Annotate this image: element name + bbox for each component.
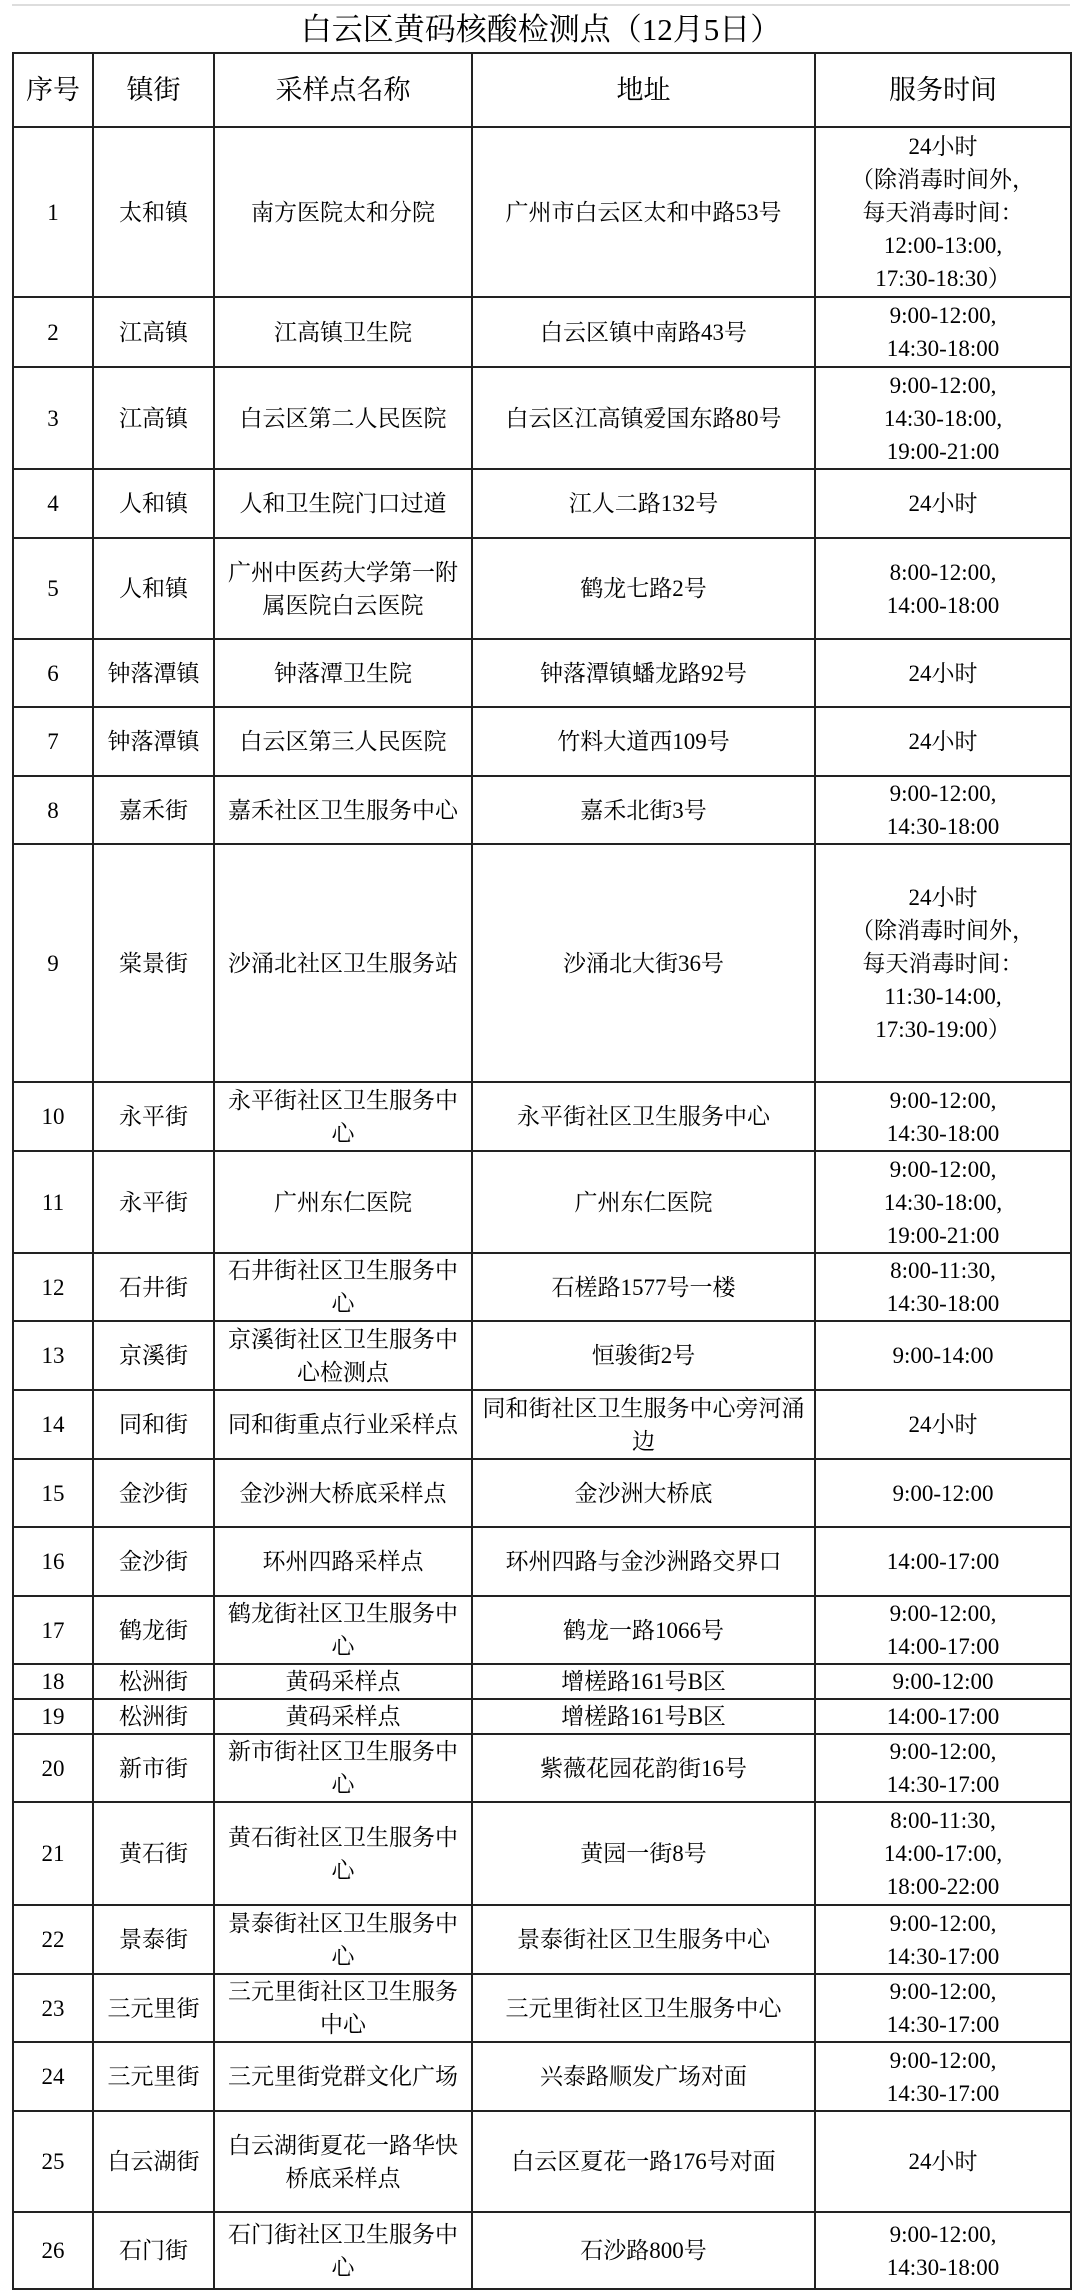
header-town: 镇街 bbox=[93, 53, 214, 127]
header-service-hours: 服务时间 bbox=[815, 53, 1071, 127]
table-row bbox=[13, 1905, 1071, 1974]
cell-address: 鹤龙一路1066号 bbox=[472, 1596, 815, 1664]
table-row bbox=[13, 1082, 1071, 1151]
cell-service-hours: 8:00-11:30, 14:30-18:00 bbox=[815, 1253, 1071, 1321]
table-row bbox=[13, 297, 1071, 367]
table-row bbox=[13, 1390, 1071, 1459]
cell-site-name: 石井街社区卫生服务中心 bbox=[214, 1253, 472, 1321]
cell-site-name: 永平街社区卫生服务中心 bbox=[214, 1082, 472, 1151]
cell-service-hours: 9:00-12:00, 14:30-17:00 bbox=[815, 2042, 1071, 2111]
cell-town: 白云湖街 bbox=[93, 2111, 214, 2212]
cell-site-name: 三元里街党群文化广场 bbox=[214, 2042, 472, 2111]
table-row bbox=[13, 538, 1071, 639]
cell-index: 25 bbox=[13, 2111, 93, 2212]
header-site-name: 采样点名称 bbox=[214, 53, 472, 127]
table-row bbox=[13, 2111, 1071, 2212]
cell-index: 6 bbox=[13, 639, 93, 707]
cell-town: 石井街 bbox=[93, 1253, 214, 1321]
table-row bbox=[13, 639, 1071, 707]
cell-index: 20 bbox=[13, 1734, 93, 1802]
cell-service-hours: 9:00-12:00 bbox=[815, 1664, 1071, 1699]
cell-address: 白云区镇中南路43号 bbox=[472, 297, 815, 367]
cell-service-hours: 9:00-12:00, 14:30-17:00 bbox=[815, 1734, 1071, 1802]
cell-town: 钟落潭镇 bbox=[93, 639, 214, 707]
cell-service-hours: 9:00-12:00, 14:30-18:00 bbox=[815, 2212, 1071, 2289]
table-row bbox=[13, 2212, 1071, 2289]
header-row bbox=[13, 53, 1071, 127]
cell-address: 竹料大道西109号 bbox=[472, 707, 815, 776]
cell-address: 钟落潭镇蟠龙路92号 bbox=[472, 639, 815, 707]
cell-town: 松洲街 bbox=[93, 1699, 214, 1734]
cell-service-hours: 24小时 bbox=[815, 469, 1071, 538]
cell-service-hours: 9:00-12:00 bbox=[815, 1459, 1071, 1527]
testing-sites-table bbox=[12, 52, 1072, 2290]
table-row bbox=[13, 1253, 1071, 1321]
cell-address: 兴泰路顺发广场对面 bbox=[472, 2042, 815, 2111]
table-row bbox=[13, 776, 1071, 844]
cell-service-hours: 24小时 （除消毒时间外， 每天消毒时间： 11:30-14:00, 17:30-19:00） bbox=[815, 844, 1071, 1082]
cell-site-name: 黄码采样点 bbox=[214, 1664, 472, 1699]
cell-site-name: 同和街重点行业采样点 bbox=[214, 1390, 472, 1459]
cell-service-hours: 14:00-17:00 bbox=[815, 1527, 1071, 1596]
cell-site-name: 黄码采样点 bbox=[214, 1699, 472, 1734]
table-row bbox=[13, 1734, 1071, 1802]
header-index: 序号 bbox=[13, 53, 93, 127]
cell-site-name: 鹤龙街社区卫生服务中心 bbox=[214, 1596, 472, 1664]
cell-address: 黄园一街8号 bbox=[472, 1802, 815, 1905]
cell-service-hours: 8:00-11:30, 14:00-17:00, 18:00-22:00 bbox=[815, 1802, 1071, 1905]
cell-index: 3 bbox=[13, 367, 93, 469]
cell-address: 紫薇花园花韵街16号 bbox=[472, 1734, 815, 1802]
cell-index: 21 bbox=[13, 1802, 93, 1905]
cell-index: 1 bbox=[13, 127, 93, 297]
cell-index: 14 bbox=[13, 1390, 93, 1459]
cell-address: 嘉禾北街3号 bbox=[472, 776, 815, 844]
cell-site-name: 金沙洲大桥底采样点 bbox=[214, 1459, 472, 1527]
cell-town: 松洲街 bbox=[93, 1664, 214, 1699]
cell-index: 23 bbox=[13, 1974, 93, 2042]
cell-service-hours: 9:00-12:00, 14:30-18:00 bbox=[815, 776, 1071, 844]
cell-index: 12 bbox=[13, 1253, 93, 1321]
cell-address: 石沙路800号 bbox=[472, 2212, 815, 2289]
table-row bbox=[13, 1802, 1071, 1905]
cell-site-name: 南方医院太和分院 bbox=[214, 127, 472, 297]
cell-town: 太和镇 bbox=[93, 127, 214, 297]
cell-service-hours: 24小时 bbox=[815, 2111, 1071, 2212]
cell-address: 广州市白云区太和中路53号 bbox=[472, 127, 815, 297]
cell-index: 22 bbox=[13, 1905, 93, 1974]
cell-index: 13 bbox=[13, 1321, 93, 1390]
cell-service-hours: 24小时 （除消毒时间外， 每天消毒时间： 12:00-13:00, 17:30-18:30） bbox=[815, 127, 1071, 297]
table-row bbox=[13, 469, 1071, 538]
cell-town: 人和镇 bbox=[93, 538, 214, 639]
cell-address: 三元里街社区卫生服务中心 bbox=[472, 1974, 815, 2042]
cell-town: 鹤龙街 bbox=[93, 1596, 214, 1664]
table-row bbox=[13, 1664, 1071, 1699]
cell-service-hours: 8:00-12:00, 14:00-18:00 bbox=[815, 538, 1071, 639]
cell-service-hours: 14:00-17:00 bbox=[815, 1699, 1071, 1734]
cell-site-name: 黄石街社区卫生服务中心 bbox=[214, 1802, 472, 1905]
cell-town: 人和镇 bbox=[93, 469, 214, 538]
table-row bbox=[13, 367, 1071, 469]
cell-service-hours: 9:00-12:00, 14:30-18:00, 19:00-21:00 bbox=[815, 367, 1071, 469]
cell-town: 新市街 bbox=[93, 1734, 214, 1802]
cell-service-hours: 9:00-12:00, 14:30-18:00 bbox=[815, 1082, 1071, 1151]
cell-service-hours: 9:00-12:00, 14:30-17:00 bbox=[815, 1905, 1071, 1974]
cell-town: 同和街 bbox=[93, 1390, 214, 1459]
cell-town: 黄石街 bbox=[93, 1802, 214, 1905]
cell-site-name: 白云区第三人民医院 bbox=[214, 707, 472, 776]
cell-site-name: 广州东仁医院 bbox=[214, 1151, 472, 1253]
cell-site-name: 景泰街社区卫生服务中心 bbox=[214, 1905, 472, 1974]
cell-index: 2 bbox=[13, 297, 93, 367]
cell-address: 江人二路132号 bbox=[472, 469, 815, 538]
cell-address: 金沙洲大桥底 bbox=[472, 1459, 815, 1527]
cell-service-hours: 24小时 bbox=[815, 1390, 1071, 1459]
cell-index: 15 bbox=[13, 1459, 93, 1527]
cell-address: 同和街社区卫生服务中心旁河涌边 bbox=[472, 1390, 815, 1459]
cell-site-name: 广州中医药大学第一附属医院白云医院 bbox=[214, 538, 472, 639]
cell-town: 金沙街 bbox=[93, 1527, 214, 1596]
cell-town: 江高镇 bbox=[93, 297, 214, 367]
cell-site-name: 沙涌北社区卫生服务站 bbox=[214, 844, 472, 1082]
cell-address: 白云区夏花一路176号对面 bbox=[472, 2111, 815, 2212]
cell-service-hours: 9:00-12:00, 14:30-18:00 bbox=[815, 297, 1071, 367]
cell-site-name: 环州四路采样点 bbox=[214, 1527, 472, 1596]
cell-address: 沙涌北大街36号 bbox=[472, 844, 815, 1082]
cell-address: 广州东仁医院 bbox=[472, 1151, 815, 1253]
cell-service-hours: 24小时 bbox=[815, 639, 1071, 707]
cell-address: 鹤龙七路2号 bbox=[472, 538, 815, 639]
table-row bbox=[13, 1527, 1071, 1596]
cell-address: 增槎路161号B区 bbox=[472, 1664, 815, 1699]
cell-service-hours: 24小时 bbox=[815, 707, 1071, 776]
cell-address: 石槎路1577号一楼 bbox=[472, 1253, 815, 1321]
cell-town: 永平街 bbox=[93, 1151, 214, 1253]
cell-index: 7 bbox=[13, 707, 93, 776]
cell-index: 8 bbox=[13, 776, 93, 844]
cell-town: 钟落潭镇 bbox=[93, 707, 214, 776]
cell-site-name: 京溪街社区卫生服务中心检测点 bbox=[214, 1321, 472, 1390]
cell-address: 永平街社区卫生服务中心 bbox=[472, 1082, 815, 1151]
cell-address: 环州四路与金沙洲路交界口 bbox=[472, 1527, 815, 1596]
cell-site-name: 石门街社区卫生服务中心 bbox=[214, 2212, 472, 2289]
cell-site-name: 新市街社区卫生服务中心 bbox=[214, 1734, 472, 1802]
cell-index: 26 bbox=[13, 2212, 93, 2289]
cell-town: 京溪街 bbox=[93, 1321, 214, 1390]
cell-town: 石门街 bbox=[93, 2212, 214, 2289]
cell-index: 5 bbox=[13, 538, 93, 639]
cell-town: 景泰街 bbox=[93, 1905, 214, 1974]
cell-address: 恒骏街2号 bbox=[472, 1321, 815, 1390]
cell-site-name: 白云湖街夏花一路华快桥底采样点 bbox=[214, 2111, 472, 2212]
cell-service-hours: 9:00-12:00, 14:00-17:00 bbox=[815, 1596, 1071, 1664]
cell-town: 三元里街 bbox=[93, 2042, 214, 2111]
table-row bbox=[13, 2042, 1071, 2111]
cell-index: 10 bbox=[13, 1082, 93, 1151]
cell-service-hours: 9:00-12:00, 14:30-17:00 bbox=[815, 1974, 1071, 2042]
cell-index: 18 bbox=[13, 1664, 93, 1699]
cell-index: 24 bbox=[13, 2042, 93, 2111]
table-row bbox=[13, 1459, 1071, 1527]
cell-address: 白云区江高镇爱国东路80号 bbox=[472, 367, 815, 469]
header-address: 地址 bbox=[472, 53, 815, 127]
cell-site-name: 嘉禾社区卫生服务中心 bbox=[214, 776, 472, 844]
cell-town: 永平街 bbox=[93, 1082, 214, 1151]
table-row bbox=[13, 1321, 1071, 1390]
cell-town: 金沙街 bbox=[93, 1459, 214, 1527]
cell-service-hours: 9:00-14:00 bbox=[815, 1321, 1071, 1390]
table-row bbox=[13, 127, 1071, 297]
table-row bbox=[13, 707, 1071, 776]
table-title: 白云区黄码核酸检测点（12月5日） bbox=[12, 4, 1070, 54]
cell-index: 4 bbox=[13, 469, 93, 538]
table-row bbox=[13, 1151, 1071, 1253]
cell-site-name: 白云区第二人民医院 bbox=[214, 367, 472, 469]
cell-index: 17 bbox=[13, 1596, 93, 1664]
table-row bbox=[13, 1974, 1071, 2042]
cell-service-hours: 9:00-12:00, 14:30-18:00, 19:00-21:00 bbox=[815, 1151, 1071, 1253]
cell-address: 景泰街社区卫生服务中心 bbox=[472, 1905, 815, 1974]
cell-address: 增槎路161号B区 bbox=[472, 1699, 815, 1734]
table-row bbox=[13, 1596, 1071, 1664]
cell-site-name: 三元里街社区卫生服务中心 bbox=[214, 1974, 472, 2042]
table-row bbox=[13, 844, 1071, 1082]
cell-town: 三元里街 bbox=[93, 1974, 214, 2042]
cell-index: 16 bbox=[13, 1527, 93, 1596]
cell-index: 19 bbox=[13, 1699, 93, 1734]
cell-index: 9 bbox=[13, 844, 93, 1082]
cell-town: 嘉禾街 bbox=[93, 776, 214, 844]
cell-site-name: 人和卫生院门口过道 bbox=[214, 469, 472, 538]
cell-site-name: 江高镇卫生院 bbox=[214, 297, 472, 367]
cell-town: 棠景街 bbox=[93, 844, 214, 1082]
cell-town: 江高镇 bbox=[93, 367, 214, 469]
cell-site-name: 钟落潭卫生院 bbox=[214, 639, 472, 707]
table-row bbox=[13, 1699, 1071, 1734]
cell-index: 11 bbox=[13, 1151, 93, 1253]
